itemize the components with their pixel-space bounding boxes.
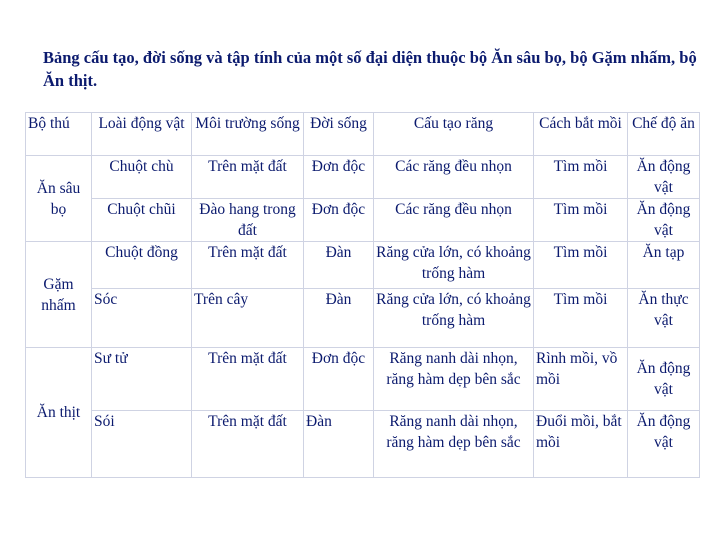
cell-hunting: Tìm mồi (534, 156, 628, 199)
cell-environment: Đào hang trong đất (192, 199, 304, 242)
table-row (26, 411, 700, 478)
header-hunting: Cách bắt mồi (534, 113, 628, 156)
header-row (26, 113, 700, 156)
cell-teeth: Răng cửa lớn, có khoảng trống hàm (374, 289, 534, 348)
table-row (26, 348, 700, 411)
cell-species: Chuột chũi (92, 199, 192, 242)
cell-diet: Ăn động vật (628, 348, 700, 411)
cell-hunting: Rình mồi, vồ mồi (534, 348, 628, 411)
cell-species: Chuột chù (92, 156, 192, 199)
page-title: Bảng cấu tạo, đời sống và tập tính của một số đại diện thuộc bộ Ăn sâu bọ, bộ Gặm nhấm, bộ Ăn thịt. (43, 48, 697, 90)
header-diet: Chế độ ăn (628, 113, 700, 156)
comparison-table (25, 112, 700, 478)
header-species: Loài động vật (92, 113, 192, 156)
cell-species: Sói (92, 411, 192, 478)
table-row (26, 289, 700, 348)
cell-environment: Trên mặt đất (192, 242, 304, 289)
cell-lifestyle: Đơn độc (304, 348, 374, 411)
cell-lifestyle: Đàn (304, 411, 374, 478)
cell-lifestyle: Đàn (304, 289, 374, 348)
cell-lifestyle: Đàn (304, 242, 374, 289)
header-teeth: Cấu tạo răng (374, 113, 534, 156)
cell-lifestyle: Đơn độc (304, 156, 374, 199)
cell-teeth: Răng cửa lớn, có khoảng trống hàm (374, 242, 534, 289)
cell-hunting: Tìm mồi (534, 199, 628, 242)
cell-teeth: Các răng đều nhọn (374, 199, 534, 242)
cell-teeth: Các răng đều nhọn (374, 156, 534, 199)
cell-species: Sư tử (92, 348, 192, 411)
cell-environment: Trên mặt đất (192, 156, 304, 199)
cell-species: Sóc (92, 289, 192, 348)
cell-teeth: Răng nanh dài nhọn, răng hàm dẹp bên sắc (374, 348, 534, 411)
cell-hunting: Tìm mồi (534, 242, 628, 289)
cell-diet: Ăn thực vật (628, 289, 700, 348)
header-environment: Môi trường sống (192, 113, 304, 156)
group-insectivores: Ăn sâu bọ (26, 156, 92, 242)
cell-lifestyle: Đơn độc (304, 199, 374, 242)
cell-diet: Ăn động vật (628, 199, 700, 242)
cell-environment: Trên mặt đất (192, 348, 304, 411)
cell-species: Chuột đồng (92, 242, 192, 289)
header-lifestyle: Đời sống (304, 113, 374, 156)
header-order: Bộ thú (26, 113, 92, 156)
table-row (26, 156, 700, 199)
table-row (26, 199, 700, 242)
cell-environment: Trên mặt đất (192, 411, 304, 478)
cell-diet: Ăn động vật (628, 411, 700, 478)
cell-hunting: Đuổi mồi, bắt mồi (534, 411, 628, 478)
cell-teeth: Răng nanh dài nhọn, răng hàm dẹp bên sắc (374, 411, 534, 478)
cell-diet: Ăn động vật (628, 156, 700, 199)
group-carnivores: Ăn thịt (26, 348, 92, 478)
group-rodents: Gặm nhấm (26, 242, 92, 348)
cell-hunting: Tìm mồi (534, 289, 628, 348)
cell-diet: Ăn tạp (628, 242, 700, 289)
table-row (26, 242, 700, 289)
cell-environment: Trên cây (192, 289, 304, 348)
